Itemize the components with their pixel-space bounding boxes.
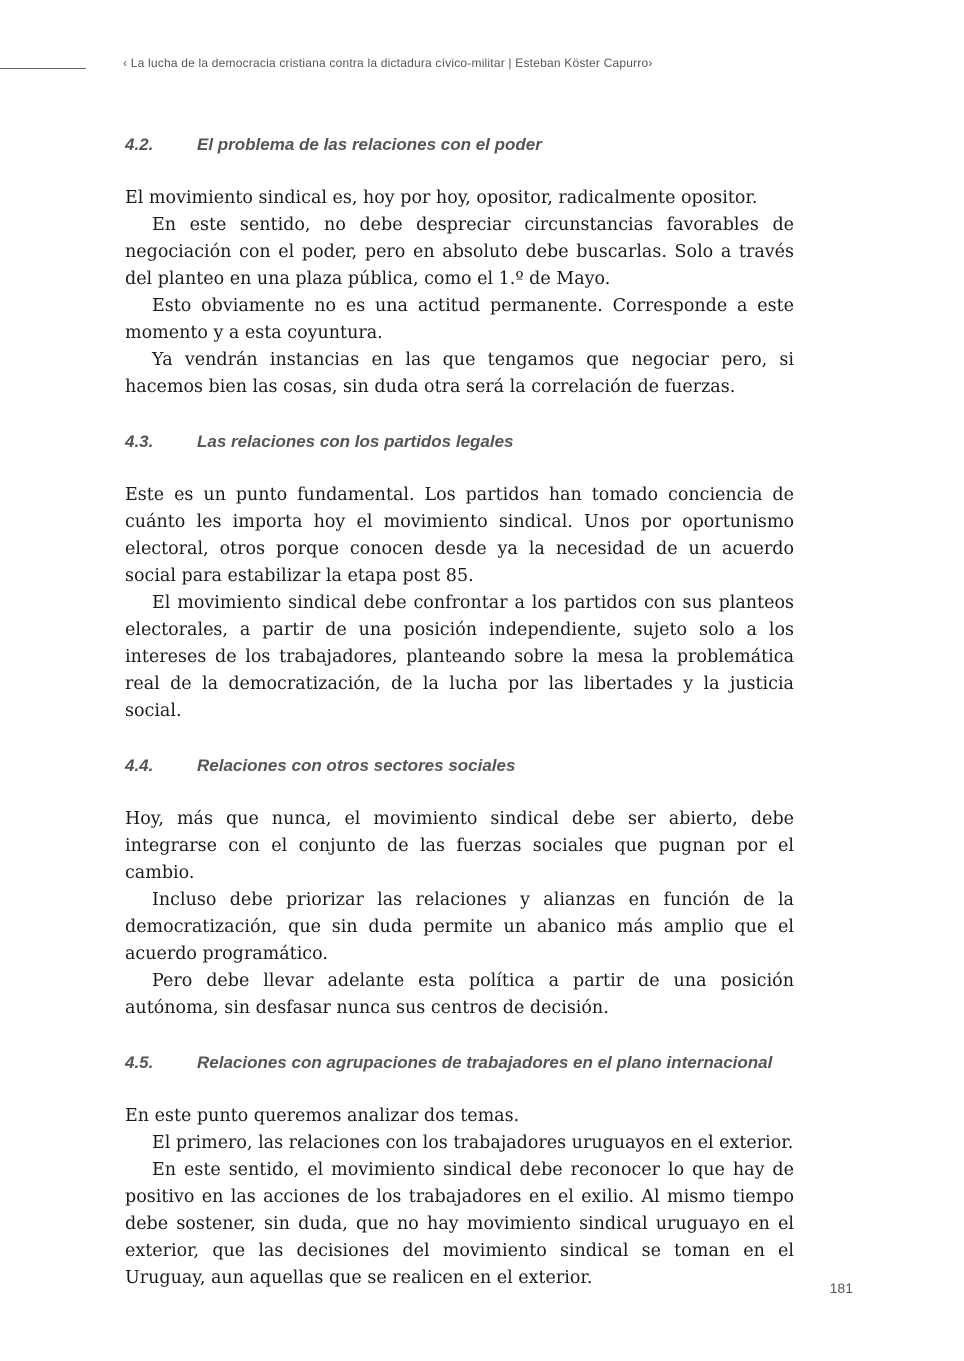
paragraph: El primero, las relaciones con los trabajadores uruguayos en el exterior. [152,1133,794,1153]
paragraph: En este sentido, no debe despreciar circunstancias favorables de negociación con el poder, pero en absoluto debe buscarlas. Solo a través del planteo en una plaza pública, como el 1.º de Mayo. [125,215,794,289]
section-heading [125,1049,794,1076]
section-4-5 [125,1049,794,1292]
section-title: El problema de las relaciones con el poder [197,135,542,154]
running-header: ‹ La lucha de la democracia cristiana contra la dictadura cívico-militar | Esteban Köster Capurro› [123,56,653,70]
paragraph: Pero debe llevar adelante esta política a partir de una posición autónoma, sin desfasar nunca sus centros de decisión. [125,971,794,1018]
section-heading [125,752,794,779]
section-4-4 [125,752,794,1022]
section-number: 4.5. [125,1053,154,1072]
section-number: 4.4. [125,756,154,775]
page-number: 181 [829,1280,853,1296]
header-rule [0,68,86,69]
paragraph: Incluso debe priorizar las relaciones y alianzas en función de la democratización, que sin duda permite un abanico más amplio que el acuerdo programático. [125,890,794,964]
paragraph: Esto obviamente no es una actitud permanente. Corresponde a este momento y a esta coyuntura. [125,296,794,343]
paragraph: El movimiento sindical es, hoy por hoy, opositor, radicalmente opositor. [125,188,758,208]
paragraph: Ya vendrán instancias en las que tengamos que negociar pero, si hacemos bien las cosas, sin duda otra será la correlación de fuerzas. [125,350,794,397]
section-title: Relaciones con otros sectores sociales [197,756,516,775]
section-heading [125,131,794,158]
section-number: 4.2. [125,135,154,154]
section-heading [125,428,794,455]
paragraph: El movimiento sindical debe confrontar a los partidos con sus planteos electorales, a partir de una posición independiente, sujeto solo a los intereses de los trabajadores, planteando sobre la mesa la problemática real de la democratización, de la lucha por las libertades y la justicia social. [125,593,794,721]
paragraph: Este es un punto fundamental. Los partidos han tomado conciencia de cuánto les importa hoy el movimiento sindical. Unos por oportunismo electoral, otros porque conocen desde ya la necesidad de un acuerdo social para estabilizar la etapa post 85. [125,485,794,586]
section-4-3 [125,428,794,725]
paragraph: En este sentido, el movimiento sindical debe reconocer lo que hay de positivo en las acciones de los trabajadores en el exilio. Al mismo tiempo debe sostener, sin duda, que no hay movimiento sindical uruguayo en el exterior, que las decisiones del movimiento sindical se toman en el Uruguay, aun aquellas que se realicen en el exterior. [125,1160,794,1288]
body-text [125,131,794,1292]
section-4-2 [125,131,794,401]
section-number: 4.3. [125,432,154,451]
paragraph: Hoy, más que nunca, el movimiento sindical debe ser abierto, debe integrarse con el conjunto de las fuerzas sociales que pugnan por el cambio. [125,809,794,883]
section-title: Relaciones con agrupaciones de trabajadores en el plano internacional [197,1053,773,1072]
section-title: Las relaciones con los partidos legales [197,432,514,451]
paragraph: En este punto queremos analizar dos temas. [125,1106,520,1126]
